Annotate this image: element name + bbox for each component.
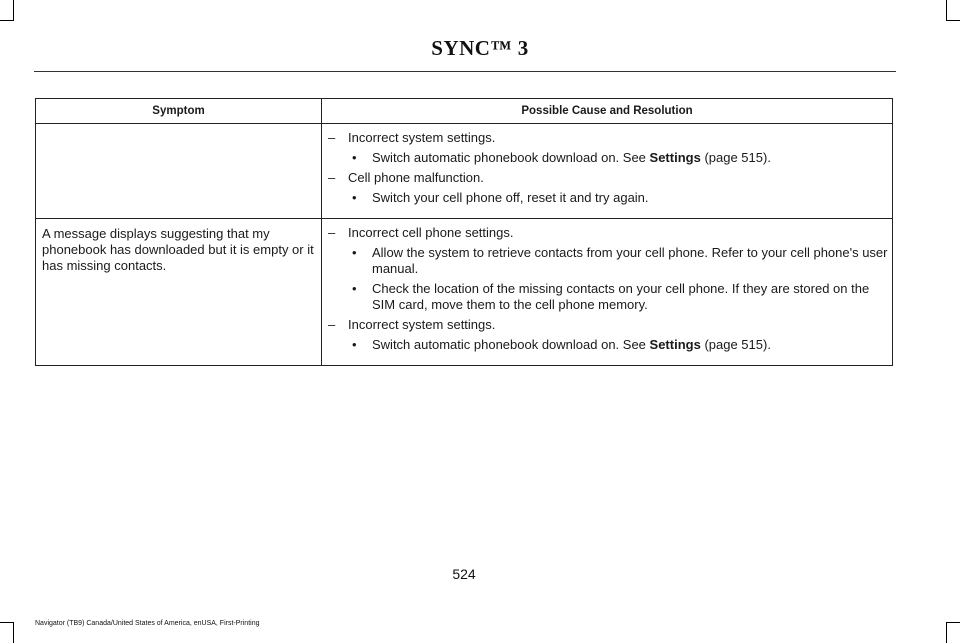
cause-text: Incorrect system settings. — [348, 317, 496, 332]
crop-mark-top-left-v — [13, 0, 14, 20]
cause-item — [328, 130, 890, 146]
step-text — [372, 150, 771, 166]
bullet-marker: • — [352, 150, 357, 165]
table-body — [36, 124, 893, 366]
step-item — [349, 245, 890, 277]
page-reference: (page 515). — [700, 150, 771, 165]
table-row — [36, 124, 893, 219]
crop-mark-bottom-right-v — [946, 623, 947, 643]
step-list — [328, 245, 890, 313]
step-list — [328, 150, 890, 166]
page-number: 524 — [452, 566, 476, 582]
step-text: Switch your cell phone off, reset it and try again. — [372, 190, 649, 205]
footer-publication-info: Navigator (TB9) Canada/United States of America, enUSA, First-Printing — [35, 620, 260, 627]
crop-mark-top-right-h — [946, 20, 960, 21]
step-text: Check the location of the missing contacts on your cell phone. If they are stored on the SIM card, move them to the cell phone memory. — [372, 281, 870, 312]
cause-item — [328, 170, 890, 186]
cause-text: Incorrect cell phone settings. — [348, 225, 514, 240]
page-reference: (page 515). — [700, 337, 771, 352]
dash-marker: – — [328, 317, 336, 332]
step-list — [328, 190, 890, 206]
step-text-main: Switch automatic phonebook download on. See — [372, 150, 650, 165]
crop-mark-top-right-v — [946, 0, 947, 20]
step-text — [372, 337, 771, 353]
troubleshooting-table — [35, 98, 893, 366]
bullet-marker: • — [352, 245, 357, 260]
cause-item — [328, 317, 890, 333]
dash-marker: – — [328, 130, 336, 145]
bullet-marker: • — [352, 281, 357, 296]
step-item — [349, 281, 890, 313]
cause-text: Cell phone malfunction. — [348, 170, 484, 185]
symptom-cell — [36, 124, 322, 219]
cause-item — [328, 225, 890, 241]
step-item — [349, 190, 890, 206]
crop-mark-top-left-h — [0, 20, 14, 21]
dash-marker: – — [328, 225, 336, 240]
table-header-row — [36, 99, 893, 124]
table-row — [36, 219, 893, 366]
step-text-main: Switch automatic phonebook download on. See — [372, 337, 650, 352]
bullet-marker: • — [352, 337, 357, 352]
step-text: Allow the system to retrieve contacts from your cell phone. Refer to your cell phone's user manual. — [372, 245, 888, 276]
crop-mark-bottom-left-v — [13, 623, 14, 643]
column-header-symptom: Symptom — [36, 99, 322, 124]
dash-marker: – — [328, 170, 336, 185]
resolution-cell — [322, 124, 893, 219]
symptom-cell: A message displays suggesting that my phonebook has downloaded but it is empty or it has missing contacts. — [36, 219, 322, 366]
resolution-cell — [322, 219, 893, 366]
header-rule — [34, 71, 896, 72]
column-header-resolution: Possible Cause and Resolution — [322, 99, 893, 124]
crop-mark-bottom-left-h — [0, 622, 14, 623]
step-list — [328, 337, 890, 353]
page-title: SYNC™ 3 — [431, 36, 529, 60]
crop-mark-bottom-right-h — [946, 622, 960, 623]
bullet-marker: • — [352, 190, 357, 205]
step-item — [349, 150, 890, 166]
settings-reference: Settings — [649, 337, 701, 352]
settings-reference: Settings — [649, 150, 701, 165]
step-item — [349, 337, 890, 353]
cause-text: Incorrect system settings. — [348, 130, 496, 145]
